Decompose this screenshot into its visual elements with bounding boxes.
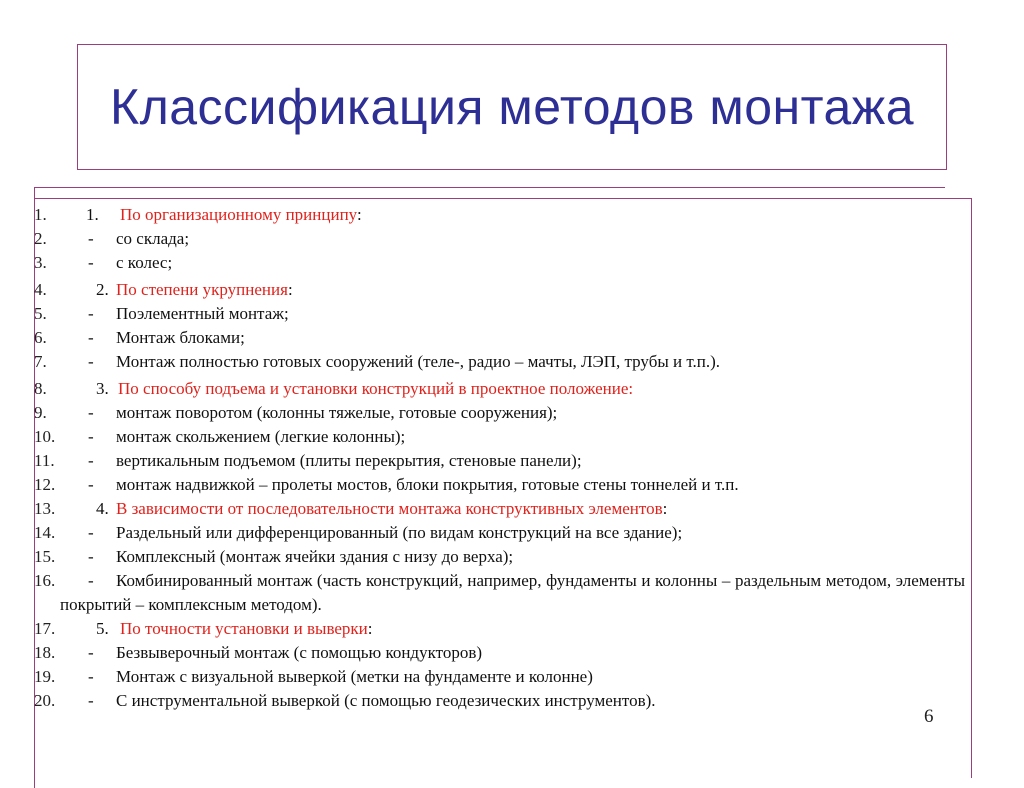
item-text: Комплексный (монтаж ячейки здания с низу до верха); [116, 547, 514, 566]
item-dash: - [88, 328, 94, 347]
classification-list [34, 203, 965, 713]
margin-number: 14. [34, 523, 56, 542]
item-dash: - [88, 643, 94, 662]
margin-number: 17. [34, 619, 56, 638]
item-dash: - [88, 451, 94, 470]
margin-number: 5. [34, 304, 47, 323]
item-text: монтаж поворотом (колонны тяжелые, готовые сооружения); [116, 403, 558, 422]
item-text: Комбинированный монтаж (часть конструкций, например, фундаменты и колонны – раздельным методом, элементы покрытий – комплексным методом). [60, 571, 965, 614]
list-item [34, 251, 965, 275]
section-title-text: По степени укрупнения [116, 280, 288, 299]
item-text: С инструментальной выверкой (с помощью геодезических инструментов). [116, 691, 656, 710]
list-item [34, 227, 965, 251]
margin-number: 7. [34, 352, 47, 371]
section-heading [34, 377, 965, 401]
item-text: со склада; [116, 229, 190, 248]
list-item [34, 545, 965, 569]
item-text: Безвыверочный монтаж (с помощью кондукторов) [116, 643, 483, 662]
section-heading [34, 497, 965, 521]
slide-title: Классификация методов монтажа [109, 79, 915, 135]
section-title-text: В зависимости от последовательности монтажа конструктивных элементов [116, 499, 663, 518]
content-frame-inner-top [34, 198, 972, 199]
list-item [34, 326, 965, 350]
section-title-text: По организационному принципу [120, 205, 357, 224]
section-heading [34, 617, 965, 641]
list-item [34, 689, 965, 713]
item-dash: - [88, 547, 94, 566]
item-dash: - [88, 427, 94, 446]
list-item [34, 350, 965, 374]
section-colon: : [662, 499, 668, 518]
margin-number: 12. [34, 475, 56, 494]
margin-number: 2. [34, 229, 47, 248]
section-title-text: По точности установки и выверки [120, 619, 368, 638]
section-heading [34, 278, 965, 302]
section-index: 5. [96, 619, 109, 638]
item-text: Монтаж блоками; [116, 328, 245, 347]
list-item [34, 473, 965, 497]
section-title [118, 377, 633, 401]
margin-number: 8. [34, 379, 47, 398]
item-dash: - [88, 403, 94, 422]
item-dash: - [88, 691, 94, 710]
item-dash: - [88, 352, 94, 371]
margin-number: 15. [34, 547, 56, 566]
margin-number: 11. [34, 451, 55, 470]
item-dash: - [88, 229, 94, 248]
title-box [77, 44, 947, 170]
section-title [116, 497, 667, 521]
section-title [116, 278, 293, 302]
margin-number: 1. [34, 205, 47, 224]
item-dash: - [88, 304, 94, 323]
margin-number: 9. [34, 403, 47, 422]
section-colon: : [367, 619, 373, 638]
section-title [120, 203, 362, 227]
item-text: монтаж надвижкой – пролеты мостов, блоки покрытия, готовые стены тоннелей и т.п. [116, 475, 739, 494]
section-index: 2. [96, 280, 109, 299]
section-index: 4. [96, 499, 109, 518]
section-index: 1. [86, 205, 99, 224]
item-text: Поэлементный монтаж; [116, 304, 289, 323]
section-colon: : [287, 280, 293, 299]
item-dash: - [88, 523, 94, 542]
list-item [34, 401, 965, 425]
item-text: монтаж скольжением (легкие колонны); [116, 427, 406, 446]
item-text: Монтаж полностью готовых сооружений (теле-, радио – мачты, ЛЭП, трубы и т.п.). [116, 352, 721, 371]
list-item [34, 302, 965, 326]
margin-number: 3. [34, 253, 47, 272]
list-item [34, 641, 965, 665]
list-item [34, 569, 965, 617]
list-item [34, 449, 965, 473]
item-dash: - [88, 667, 94, 686]
margin-number: 20. [34, 691, 56, 710]
list-item [34, 521, 965, 545]
margin-number: 10. [34, 427, 56, 446]
margin-number: 13. [34, 499, 56, 518]
section-heading [34, 203, 965, 227]
item-dash: - [88, 571, 94, 590]
item-text: с колес; [116, 253, 173, 272]
section-colon: : [356, 205, 362, 224]
margin-number: 19. [34, 667, 56, 686]
list-item [34, 425, 965, 449]
item-dash: - [88, 475, 94, 494]
margin-number: 18. [34, 643, 56, 662]
section-title-text: По способу подъема и установки конструкций в проектное положение: [118, 379, 634, 398]
section-index: 3. [96, 379, 109, 398]
item-text: вертикальным подъемом (плиты перекрытия, стеновые панели); [116, 451, 582, 470]
item-text: Раздельный или дифференцированный (по видам конструкций на все здание); [116, 523, 683, 542]
item-dash: - [88, 253, 94, 272]
content-frame-right [971, 198, 972, 778]
list-item [34, 665, 965, 689]
section-title [120, 617, 373, 641]
margin-number: 6. [34, 328, 47, 347]
margin-number: 4. [34, 280, 47, 299]
item-text: Монтаж с визуальной выверкой (метки на фундаменте и колонне) [116, 667, 593, 686]
page-number: 6 [924, 706, 934, 727]
margin-number: 16. [34, 571, 56, 590]
